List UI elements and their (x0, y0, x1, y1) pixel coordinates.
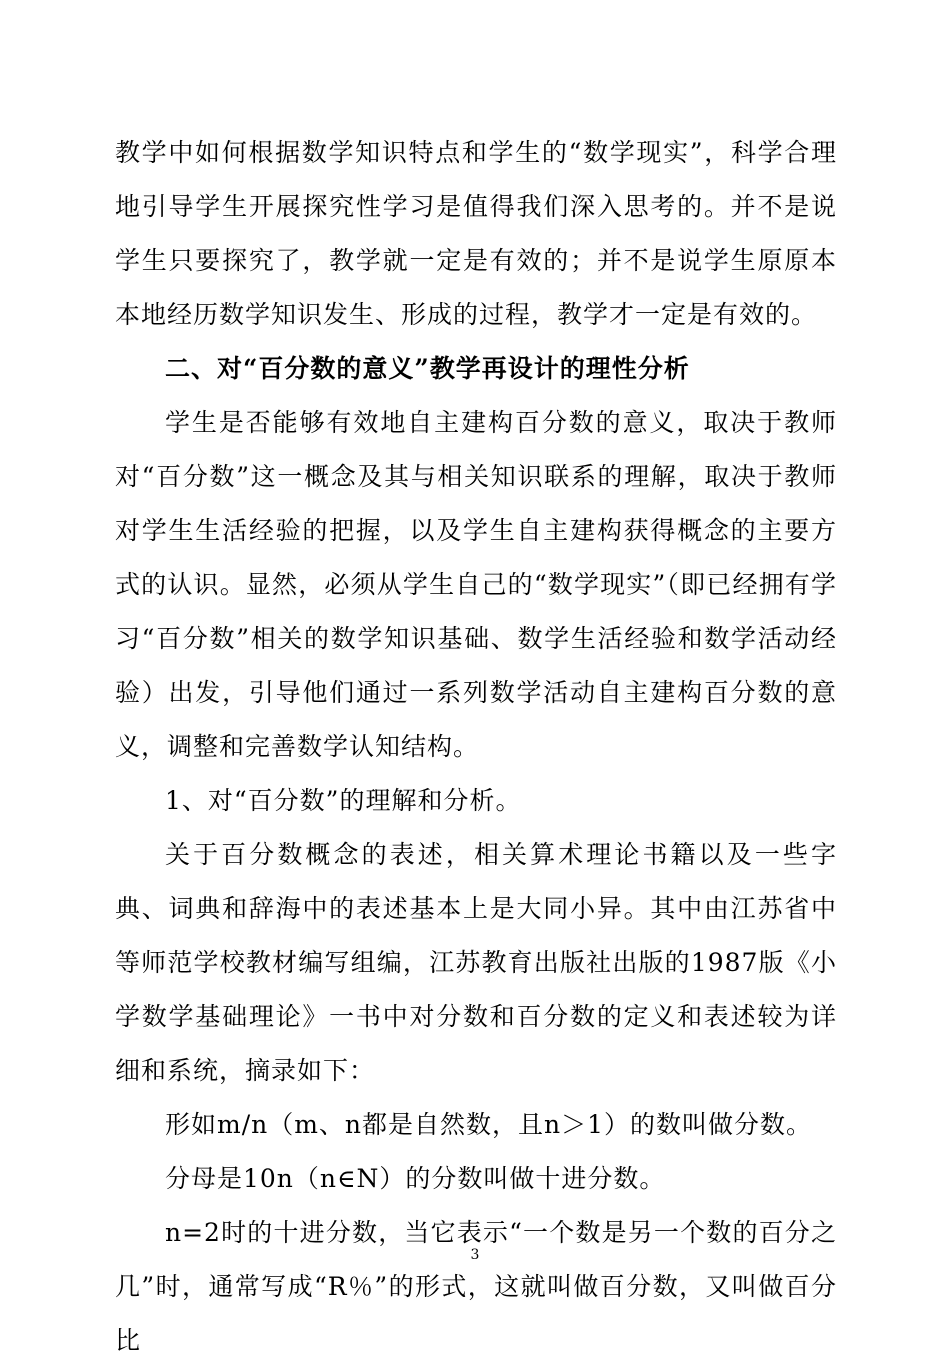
definition-decimal-fraction: 分母是10n（n∈N）的分数叫做十进分数。 (165, 1164, 666, 1193)
paragraph-section-body: 学生是否能够有效地自主建构百分数的意义，取决于教师对“百分数”这一概念及其与相关知识联系的理解，取决于教师对学生生活经验的把握，以及学生自主建构获得概念的主要方式的认识。显然，必须从学生自己的“数学现实”（即已经拥有学习“百分数”相关的数学知识基础、数学生活经验和数学活动经验）出发，引导他们通过一系列数学活动自主建构百分数的意义，调整和完善数学认知结构。 (115, 408, 837, 761)
page-body (115, 126, 837, 1368)
subsection-heading: 1、对“百分数”的理解和分析。 (165, 786, 522, 815)
page-number: 3 (470, 1247, 480, 1263)
section-heading: 二、对“百分数的意义”教学再设计的理性分析 (165, 354, 690, 383)
definition-percent: n=2时的十进分数，当它表示“一个数是另一个数的百分之几”时，通常写成“R％”的形式，这就叫做百分数，又叫做百分比 (115, 1218, 837, 1355)
definition-fraction: 形如m/n（m、n都是自然数，且n＞1）的数叫做分数。 (165, 1110, 813, 1139)
paragraph-subsection-body: 关于百分数概念的表述，相关算术理论书籍以及一些字典、词典和辞海中的表述基本上是大同小异。其中由江苏省中等师范学校教材编写组编，江苏教育出版社出版的1987版《小学数学基础理论》一书中对分数和百分数的定义和表述较为详细和系统，摘录如下： (115, 840, 837, 1085)
paragraph-intro-conclusion: 教学中如何根据数学知识特点和学生的“数学现实”，科学合理地引导学生开展探究性学习是值得我们深入思考的。并不是说学生只要探究了，教学就一定是有效的；并不是说学生原原本本地经历数学知识发生、形成的过程，教学才一定是有效的。 (115, 138, 837, 329)
